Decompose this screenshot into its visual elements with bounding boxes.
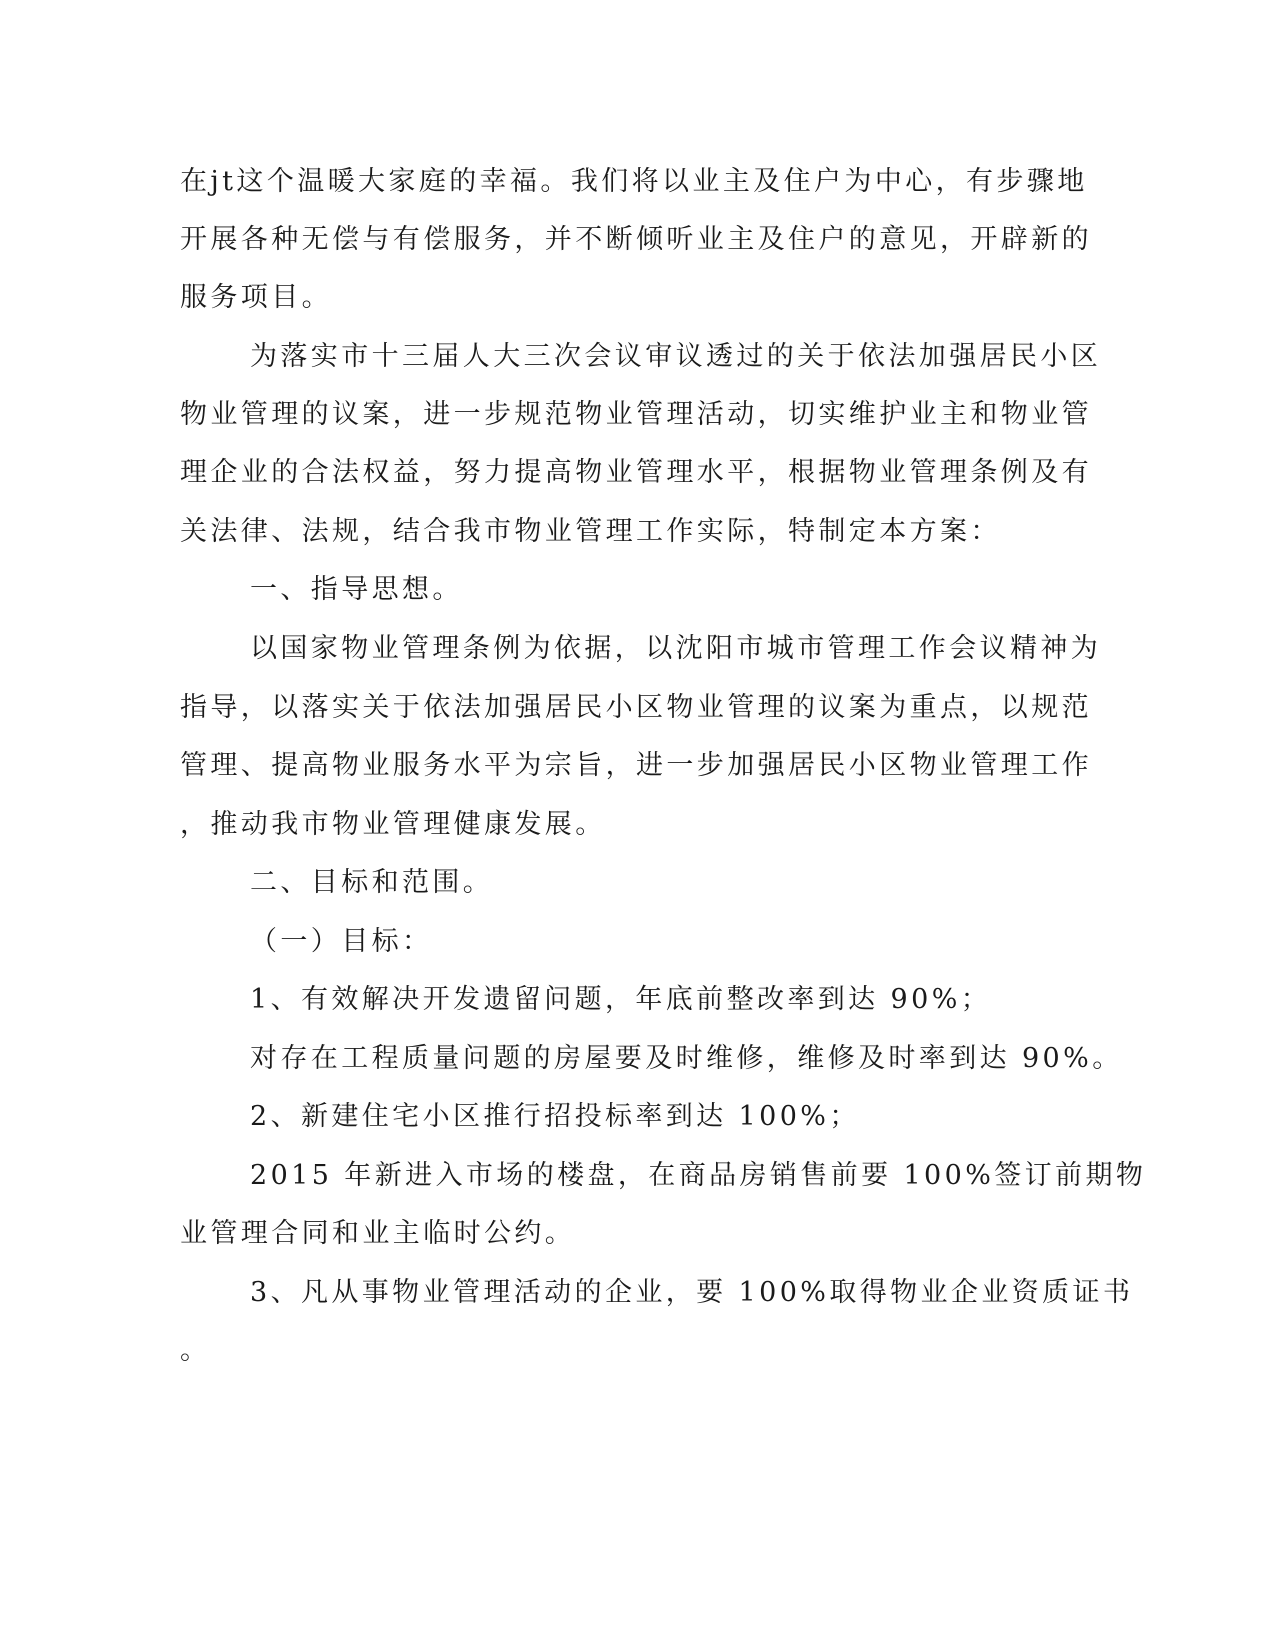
text-line: 2015 年新进入市场的楼盘，在商品房销售前要 100%签订前期物 xyxy=(250,1160,1147,1191)
text-line: ，推动我市物业管理健康发展。 xyxy=(180,809,606,840)
subsection-heading: （一）目标： xyxy=(250,926,433,957)
text-line: 以国家物业管理条例为依据，以沈阳市城市管理工作会议精神为 xyxy=(250,633,1102,664)
section-heading: 二、目标和范围。 xyxy=(250,867,494,898)
list-item: 1、有效解决开发遗留问题，年底前整改率到达 90%； xyxy=(250,984,992,1015)
text-line: 关法律、法规，结合我市物业管理工作实际，特制定本方案： xyxy=(180,516,1001,547)
section-heading: 一、指导思想。 xyxy=(250,574,463,605)
text-line: 管理、提高物业服务水平为宗旨，进一步加强居民小区物业管理工作 xyxy=(180,750,1092,781)
text-line: 对存在工程质量问题的房屋要及时维修，维修及时率到达 90%。 xyxy=(250,1043,1123,1074)
text-line: 指导，以落实关于依法加强居民小区物业管理的议案为重点，以规范 xyxy=(180,692,1092,723)
text-line: 在jt这个温暖大家庭的幸福。我们将以业主及住户为中心，有步骤地 xyxy=(180,166,1088,197)
text-line: 理企业的合法权益，努力提高物业管理水平，根据物业管理条例及有 xyxy=(180,457,1092,488)
text-line: 业管理合同和业主临时公约。 xyxy=(180,1218,576,1249)
text-line: 。 xyxy=(180,1335,211,1366)
list-item: 3、凡从事物业管理活动的企业，要 100%取得物业企业资质证书 xyxy=(250,1277,1134,1308)
text-line: 服务项目。 xyxy=(180,282,332,313)
text-line: 物业管理的议案，进一步规范物业管理活动，切实维护业主和物业管 xyxy=(180,399,1092,430)
text-line: 开展各种无偿与有偿服务，并不断倾听业主及住户的意见，开辟新的 xyxy=(180,224,1092,255)
text-line: 为落实市十三届人大三次会议审议透过的关于依法加强居民小区 xyxy=(250,341,1102,372)
list-item: 2、新建住宅小区推行招投标率到达 100%； xyxy=(250,1101,860,1132)
